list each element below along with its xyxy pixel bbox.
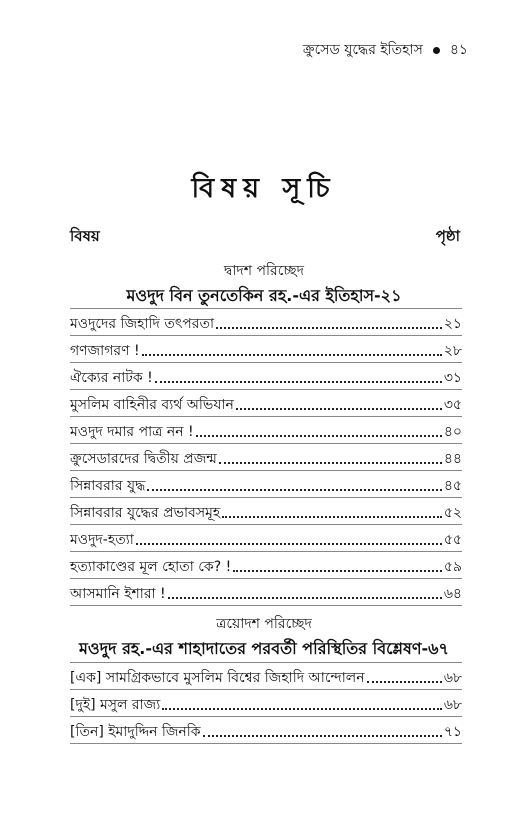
column-headers xyxy=(70,225,460,250)
toc-entry-page: ৪০ xyxy=(443,424,462,440)
running-head xyxy=(303,38,468,62)
toc-entry[interactable] xyxy=(70,551,462,578)
toc-entry-page: ৩১ xyxy=(443,370,462,386)
toc-entry-title: মুসলিম বাহিনীর ব্যর্থ অভিযান xyxy=(70,397,234,413)
toc-entry-page: ৬৮ xyxy=(443,697,462,713)
toc-entry-page: ৭১ xyxy=(443,724,462,740)
chapter-label: দ্বাদশ পরিচ্ছেদ xyxy=(224,263,304,279)
toc-entry[interactable] xyxy=(70,389,462,416)
toc-entry-title: হত্যাকাণ্ডের মূল হোতা কে? ! xyxy=(70,559,232,575)
bullet-icon xyxy=(433,47,440,54)
page-number: ৪১ xyxy=(449,42,468,58)
dot-leader xyxy=(236,408,442,410)
toc-entry[interactable] xyxy=(70,497,462,524)
toc-list xyxy=(70,662,462,744)
toc-entry-title: ঐক্যের নাটক ! xyxy=(70,370,153,386)
toc-entry[interactable] xyxy=(70,689,462,716)
toc-entry-title: ক্রুসেডারদের দ্বিতীয় প্রজন্ম xyxy=(70,451,217,467)
toc-entry-title: [দুই] মসুল রাজ্য xyxy=(70,697,161,713)
toc-entry[interactable] xyxy=(70,662,462,689)
toc-entry[interactable] xyxy=(70,335,462,362)
chapter-title: মওদুদ রহ.-এর শাহাদাতের পরবর্তী পরিস্থিতির বিশ্লেষণ-৬৭ xyxy=(79,639,449,658)
dot-leader xyxy=(196,435,442,437)
dot-leader xyxy=(162,708,442,710)
toc-entry-page: ৬৪ xyxy=(443,586,462,602)
dot-leader xyxy=(155,381,442,383)
toc-entry-page: ৬৮ xyxy=(443,670,462,686)
toc-entry[interactable] xyxy=(70,470,462,497)
dot-leader xyxy=(147,489,441,491)
toc-entry[interactable] xyxy=(70,524,462,551)
toc-entry-title: মওদুদ-হত্যা xyxy=(70,532,134,548)
running-head-title: ক্রুসেড যুদ্ধের ইতিহাস xyxy=(302,42,423,58)
toc-entry-title: সিন্নাবরার যুদ্ধ xyxy=(70,478,146,494)
toc-entry[interactable] xyxy=(70,578,462,606)
dot-leader xyxy=(222,516,442,518)
chapter-label: ত্রয়োদশ পরিচ্ছেদ xyxy=(216,616,312,632)
toc-entry[interactable] xyxy=(70,443,462,470)
dot-leader xyxy=(233,570,442,572)
dot-leader xyxy=(168,597,442,599)
toc-entry-page: ৪৫ xyxy=(443,478,462,494)
chapter-title: মওদুদ বিন তুনতেকিন রহ.-এর ইতিহাস-২১ xyxy=(126,286,402,305)
toc-entry-title: সিন্নাবরার যুদ্ধের প্রভাবসমূহ xyxy=(70,505,221,521)
column-header-page: পৃষ্ঠা xyxy=(435,227,460,245)
toc-entry-page: ৫৯ xyxy=(443,559,462,575)
toc-entry-page: ৩৫ xyxy=(443,397,462,413)
toc-entry-title: [তিন] ইমাদুদ্দিন জিনকি xyxy=(70,724,201,740)
toc-entry-title: মওদুদ দমার পাত্র নন ! xyxy=(70,424,194,440)
toc-entry-page: ২৮ xyxy=(443,343,462,359)
toc-entry[interactable] xyxy=(70,362,462,389)
toc-entry-page: ৫৫ xyxy=(443,532,462,548)
toc-entry[interactable] xyxy=(70,308,462,335)
dot-leader xyxy=(367,681,442,683)
toc-entry[interactable] xyxy=(70,716,462,744)
toc-entry-page: ৪৪ xyxy=(443,451,462,467)
column-header-topic: বিষয় xyxy=(70,227,100,245)
toc-entry-page: ৫২ xyxy=(443,505,462,521)
toc-entry-title: আসমানি ইশারা ! xyxy=(70,586,166,602)
toc-entry[interactable] xyxy=(70,416,462,443)
dot-leader xyxy=(219,462,442,464)
dot-leader xyxy=(216,327,442,329)
dot-leader xyxy=(203,735,442,737)
page-title: বিষয় সূচি xyxy=(191,173,337,204)
toc-entry-title: গণজাগরণ ! xyxy=(70,343,140,359)
dot-leader xyxy=(142,354,442,356)
toc-list xyxy=(70,308,462,606)
toc-entry-title: [এক] সামগ্রিকভাবে মুসলিম বিশ্বের জিহাদি আন্দোলন xyxy=(70,670,365,686)
dot-leader xyxy=(136,543,442,545)
toc-entry-page: ২১ xyxy=(443,316,462,332)
toc-entry-title: মওদুদের জিহাদি তৎপরতা xyxy=(70,316,215,332)
